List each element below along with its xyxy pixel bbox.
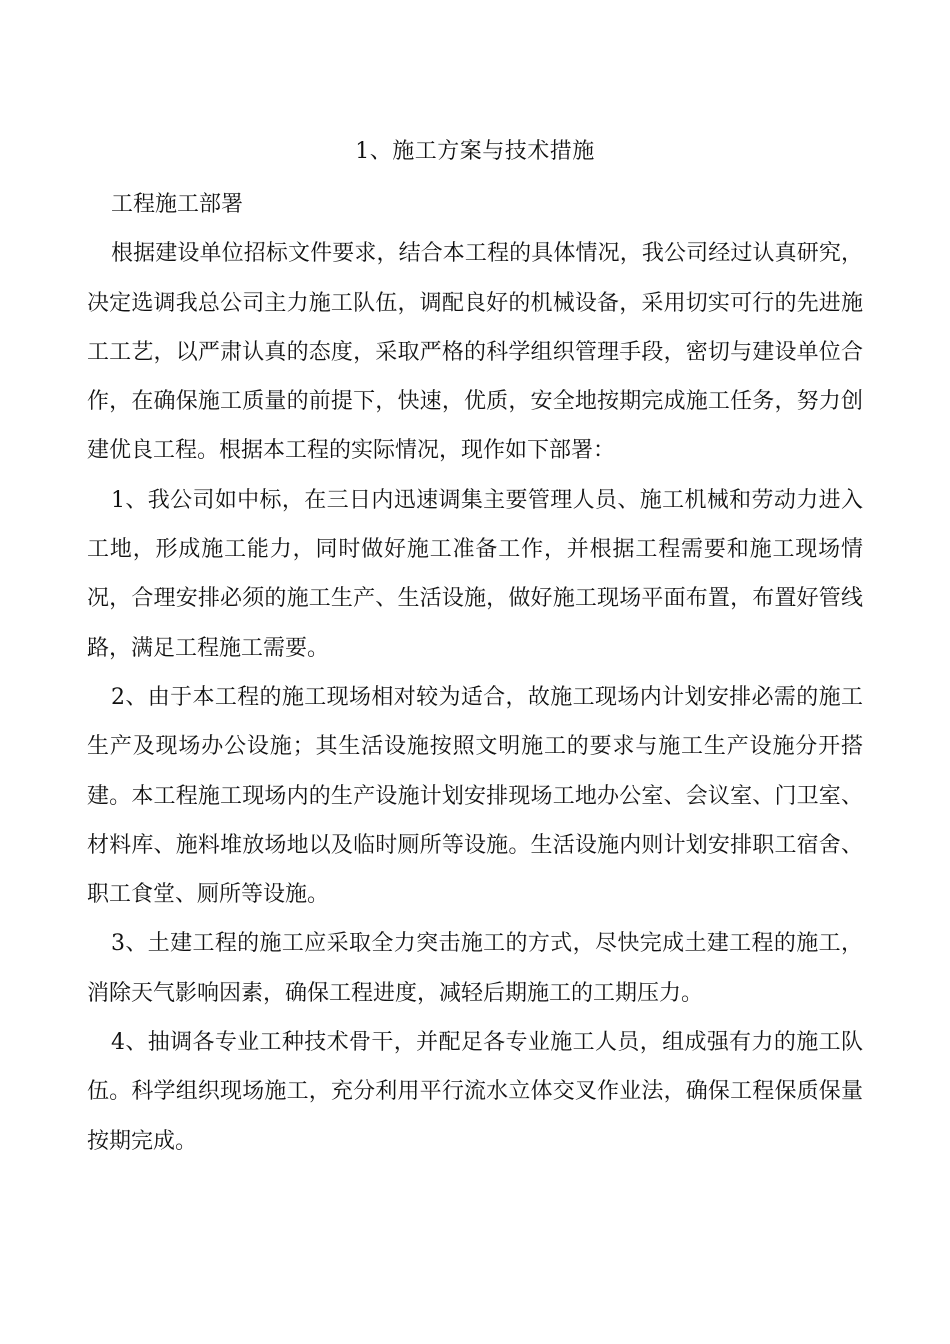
paragraph-item-4: 4、抽调各专业工种技术骨干，并配足各专业施工人员，组成强有力的施工队伍。科学组织现场施工，充分利用平行流水立体交叉作业法，确保工程保质保量按期完成。 [87, 1030, 863, 1154]
paragraph-item-1: 1、我公司如中标，在三日内迅速调集主要管理人员、施工机械和劳动力进入工地，形成施工能力，同时做好施工准备工作，并根据工程需要和施工现场情况，合理安排必须的施工生产、生活设施，做好施工现场平面布置，布置好管线路，满足工程施工需要。 [87, 487, 863, 661]
section-heading: 工程施工部署 [111, 192, 244, 217]
paragraph-intro: 根据建设单位招标文件要求，结合本工程的具体情况，我公司经过认真研究，决定选调我总公司主力施工队伍，调配良好的机械设备，采用切实可行的先进施工工艺，以严肃认真的态度，采取严格的科学组织管理手段，密切与建设单位合作，在确保施工质量的前提下，快速，优质，安全地按期完成施工任务，努力创建优良工程。根据本工程的实际情况，现作如下部署： [87, 241, 863, 464]
paragraph-item-2: 2、由于本工程的施工现场相对较为适合，故施工现场内计划安排必需的施工生产及现场办公设施；其生活设施按照文明施工的要求与施工生产设施分开搭建。本工程施工现场内的生产设施计划安排现场工地办公室、会议室、门卫室、材料库、施料堆放场地以及临时厕所等设施。生活设施内则计划安排职工宿舍、职工食堂、厕所等设施。 [87, 684, 863, 908]
document-title: 1、施工方案与技术措施 [355, 139, 595, 164]
paragraph-item-3: 3、土建工程的施工应采取全力突击施工的方式，尽快完成土建工程的施工，消除天气影响因素，确保工程进度，减轻后期施工的工期压力。 [87, 931, 863, 1006]
document-body [87, 180, 863, 1166]
